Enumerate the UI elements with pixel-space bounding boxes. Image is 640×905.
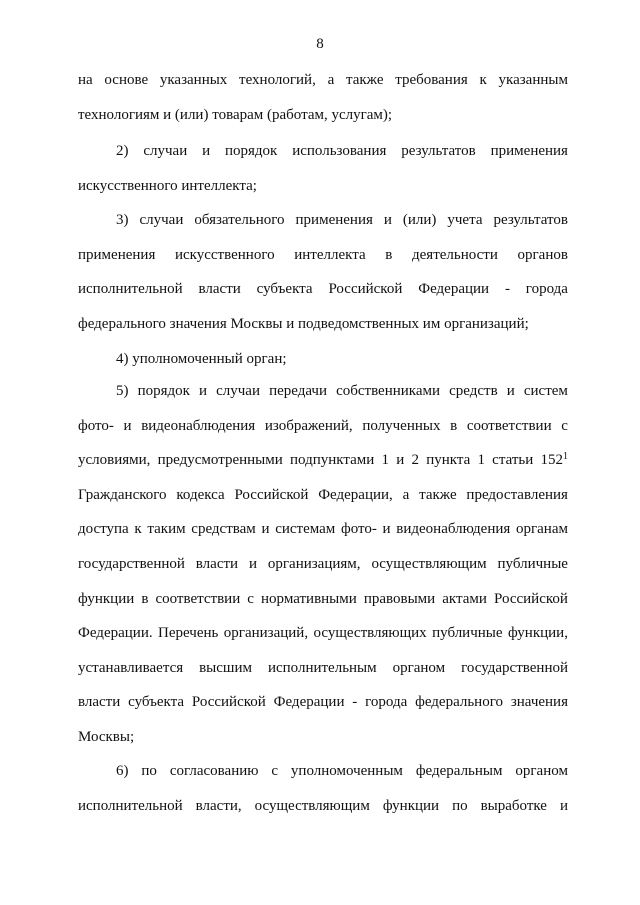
- text-line: искусственного интеллекта;: [78, 177, 257, 194]
- text-line: технологиям и (или) товарам (работам, услугам);: [78, 106, 393, 123]
- text-line: Федерации. Перечень организаций, осуществляющих публичные функции,: [78, 625, 568, 642]
- text-line: 5) порядок и случаи передачи собственниками средств и систем: [116, 383, 568, 399]
- text-line: применения искусственного интеллекта в деятельности органов: [78, 246, 568, 263]
- text-line: доступа к таким средствам и системам фото- и видеонаблюдения органам: [78, 521, 568, 538]
- footnote-superscript: 1: [562, 451, 568, 463]
- text-line: Москвы;: [78, 729, 135, 745]
- text-line: фото- и видеонаблюдения изображений, полученных в соответствии с: [78, 417, 568, 434]
- text-line: 3) случаи обязательного применения и (или) учета результатов: [116, 212, 568, 228]
- text-line: 6) по согласованию с уполномоченным федеральным органом: [116, 763, 568, 779]
- text-line: условиями, предусмотренными подпунктами 1 и 2 пункта 1 статьи $152^1$: [78, 451, 568, 469]
- text-line: власти субъекта Российской Федерации - города федерального значения: [78, 694, 568, 711]
- text-line: 4) уполномоченный орган;: [116, 351, 287, 367]
- text-line: функции в соответствии с нормативными правовыми актами Российской: [78, 590, 568, 607]
- text-line: исполнительной власти субъекта Российской Федерации - города: [78, 281, 568, 298]
- page-number: 8: [316, 36, 324, 52]
- text-line: исполнительной власти, осуществляющим функции по выработке и: [78, 797, 568, 814]
- text-line: на основе указанных технологий, а также требования к указанным: [78, 72, 568, 88]
- text-line: 2) случаи и порядок использования результатов применения: [116, 143, 568, 159]
- text-line: Гражданского кодекса Российской Федерации, а также предоставления: [78, 486, 568, 503]
- text-line: федерального значения Москвы и подведомственных им организаций;: [78, 315, 529, 332]
- text-line: государственной власти и организациям, осуществляющим публичные: [78, 556, 568, 572]
- text-line: устанавливается высшим исполнительным органом государственной: [78, 659, 568, 676]
